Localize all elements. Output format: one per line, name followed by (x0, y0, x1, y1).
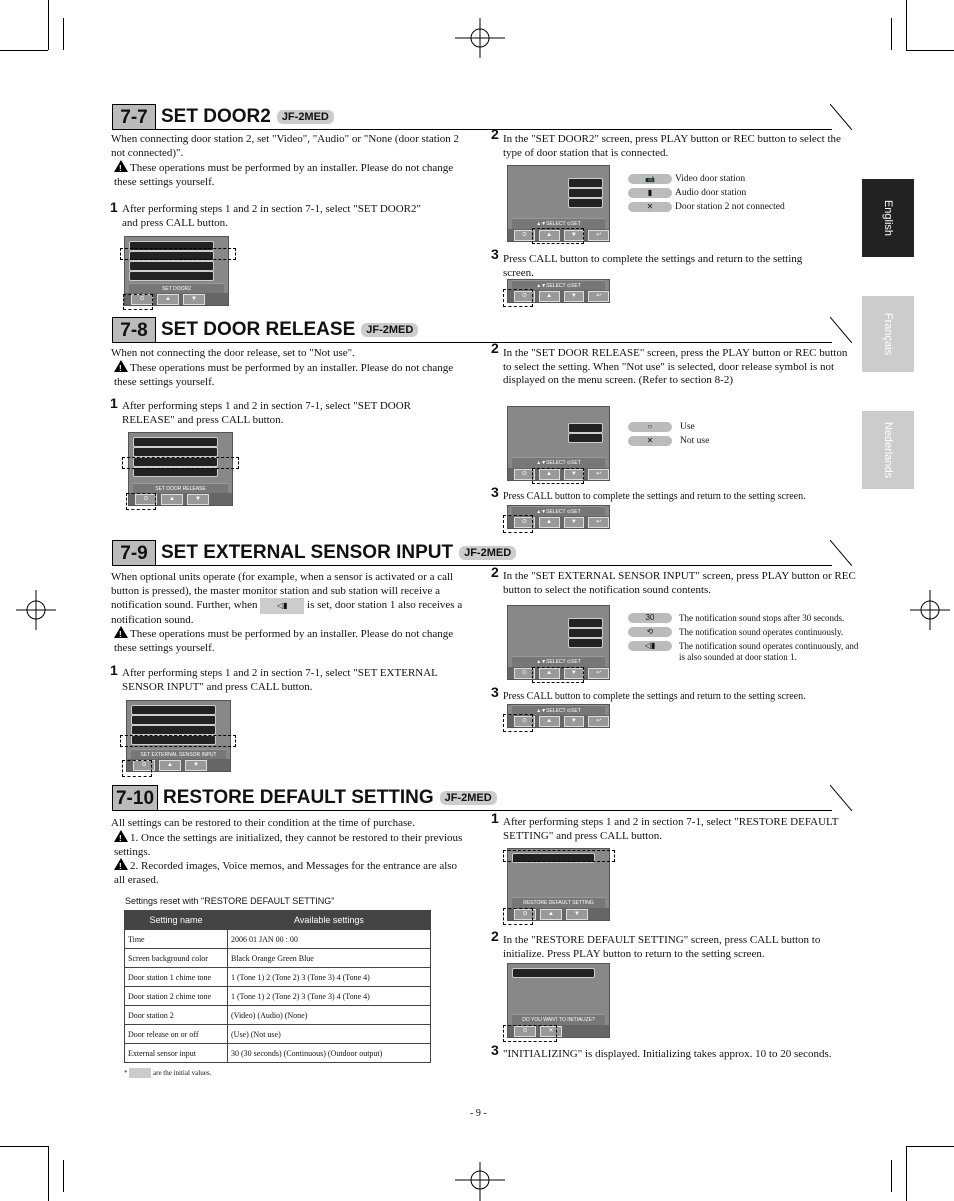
highlight-box (503, 515, 533, 533)
step-2-text: In the "SET DOOR RELEASE" screen, press the PLAY button or REC button to select the setting. When "Not use" is selected, door release symbol is not displayed on the menu screen. (Refer to section 8-2) (503, 347, 848, 386)
crop-mark (906, 1146, 907, 1201)
section-title: RESTORE DEFAULT SETTING (163, 787, 434, 808)
warning-note: !These operations must be performed by an installer. Please do not change these settings yourself. (114, 160, 459, 189)
highlight-box (122, 457, 239, 469)
highlight-box (122, 760, 152, 777)
step-1-text: After performing steps 1 and 2 in section 7-1, select "RESTORE DEFAULT SETTING" and press CALL button. (503, 816, 839, 842)
table-row: External sensor input 30 (30 seconds) (Continuous) (Outdoor output) (125, 1044, 431, 1063)
highlight-box (120, 735, 236, 747)
intro-text: All settings can be restored to their condition at the time of purchase. (111, 817, 415, 829)
section-header-7-9 (112, 540, 852, 566)
section-title: SET EXTERNAL SENSOR INPUT (161, 542, 454, 563)
table-header: Setting name (125, 911, 228, 930)
outdoor-output-icon: ◁▮ (628, 641, 672, 651)
section-title: SET DOOR RELEASE (161, 319, 356, 340)
model-badge: JF-2MED (361, 323, 418, 337)
screen-mockup: ▲▼SELECT ⊙SET ⊙ ▲ ▼ ↩ (507, 605, 610, 680)
cross-icon: ✕ (628, 436, 672, 446)
section-title: SET DOOR2 (161, 106, 271, 127)
registration-mark (455, 18, 505, 58)
screen-mockup: DO YOU WANT TO INITIALIZE? ⊙ ✕ (507, 963, 610, 1038)
crop-mark (906, 1146, 954, 1147)
crop-mark (48, 0, 49, 50)
table-row: Screen background color Black Orange Green Blue (125, 949, 431, 968)
registration-mark (455, 1162, 505, 1201)
screen-mockup: ▲▼SELECT ⊙SET ⊙ ▲ ▼ ↩ (507, 704, 610, 728)
highlight-box (532, 468, 584, 484)
crop-mark (906, 0, 907, 50)
tab-dutch[interactable]: Nederlands (862, 411, 914, 489)
legend-outdoor: The notification sound operates continuously, and is also sounded at door station 1. (679, 641, 859, 662)
table-row: Door release on or off (Use) (Not use) (125, 1025, 431, 1044)
highlight-box (123, 294, 153, 310)
legend-not-use: Not use (680, 436, 710, 446)
crop-mark (891, 1160, 892, 1192)
crop-mark (63, 1160, 64, 1192)
warning-icon (114, 858, 128, 870)
screen-mockup: SET DOOR2 ⊙ ▲ ▼ (124, 236, 229, 306)
step-2-text: In the "SET EXTERNAL SENSOR INPUT" screen, press PLAY button or REC button to select the notification sound contents. (503, 570, 856, 596)
tab-english[interactable]: English (862, 179, 914, 257)
timer-30-icon: 30 (628, 613, 672, 623)
highlight-box (532, 228, 584, 244)
cross-icon: ✕ (628, 202, 672, 212)
step-1-text: After performing steps 1 and 2 in section 7-1, select "SET EXTERNAL SENSOR INPUT" and press CALL button. (122, 667, 438, 693)
table-header: Available settings (228, 911, 431, 930)
phone-icon: ▮ (628, 188, 672, 198)
crop-mark (891, 18, 892, 50)
step-1-text: After performing steps 1 and 2 in section 7-1, select "SET DOOR2" and press CALL button. (122, 203, 421, 229)
highlight-box (503, 289, 533, 307)
outdoor-output-icon: ◁▮ (260, 598, 304, 614)
highlight-box (126, 493, 156, 510)
screen-mockup: RESTORE DEFAULT SETTING ⊙ ▲ ▼ (507, 848, 610, 921)
screen-mockup: ▲▼SELECT ⊙SET ⊙ ▲ ▼ ↩ (507, 406, 610, 481)
crop-mark (48, 1146, 49, 1201)
highlight-box (532, 667, 584, 683)
step-2-text: In the "RESTORE DEFAULT SETTING" screen, press CALL button to initialize. Press PLAY button to return to the setting screen. (503, 934, 821, 960)
warning-note: !1. Once the settings are initialized, they cannot be restored to their previous settings. (114, 830, 464, 859)
crop-mark (0, 50, 48, 51)
legend-use: Use (680, 422, 695, 432)
step-1-text: After performing steps 1 and 2 in section 7-1, select "SET DOOR RELEASE" and press CALL button. (122, 400, 412, 426)
highlight-box (503, 908, 533, 925)
model-badge: JF-2MED (277, 110, 334, 124)
warning-icon (114, 160, 128, 172)
table-footnote: * are the initial values. (124, 1069, 212, 1077)
warning-icon (114, 360, 128, 372)
legend-30-seconds: The notification sound stops after 30 seconds. (679, 613, 845, 623)
screen-mockup: ▲▼SELECT ⊙SET ⊙ ▲ ▼ ↩ (507, 165, 610, 242)
legend-video: Video door station (675, 174, 746, 184)
crop-mark (0, 1146, 48, 1147)
legend-continuous: The notification sound operates continuously. (679, 627, 844, 637)
section-number: 7-7 (112, 104, 156, 130)
warning-icon (114, 830, 128, 842)
highlight-box (120, 248, 236, 260)
legend-none: Door station 2 not connected (675, 202, 785, 212)
section-number: 7-10 (112, 785, 158, 811)
table-row: Door station 1 chime tone 1 (Tone 1) 2 (Tone 2) 3 (Tone 3) 4 (Tone 4) (125, 968, 431, 987)
step-3-text: Press CALL button to complete the settings and return to the setting screen. (503, 491, 806, 502)
table-row: Door station 2 chime tone 1 (Tone 1) 2 (Tone 2) 3 (Tone 3) 4 (Tone 4) (125, 987, 431, 1006)
warning-note: !These operations must be performed by an installer. Please do not change these settings yourself. (114, 360, 459, 389)
model-badge: JF-2MED (459, 546, 516, 560)
screen-mockup: SET EXTERNAL SENSOR INPUT ⊙ ▲ ▼ (126, 700, 231, 772)
camera-icon: 📷 (628, 174, 672, 184)
table-row: Time 2006 01 JAN 00 : 00 (125, 930, 431, 949)
tab-french[interactable]: Français (862, 296, 914, 372)
intro-text: When optional units operate (for example, when a sensor is activated or a call button is pressed), the master monitor station and sub station will receive a notification sound. Further, when ◁▮ is set, door station 1 also receives a notification sound. (111, 571, 463, 626)
loop-icon: ⟲ (628, 627, 672, 637)
intro-text: When connecting door station 2, set "Video", "Audio" or "None (door station 2 not connected)". (111, 133, 460, 159)
warning-note: !2. Recorded images, Voice memos, and Messages for the entrance are also all erased. (114, 858, 464, 887)
circle-icon: ○ (628, 422, 672, 432)
section-header-7-8 (112, 317, 852, 343)
legend-audio: Audio door station (675, 188, 747, 198)
crop-mark (906, 50, 954, 51)
registration-mark (16, 590, 56, 630)
table-row: Door station 2 (Video) (Audio) (None) (125, 1006, 431, 1025)
section-header-7-10 (112, 785, 852, 811)
crop-mark (63, 18, 64, 50)
step-3-text: Press CALL button to complete the settings and return to the setting screen. (503, 691, 806, 702)
screen-mockup: ▲▼SELECT ⊙SET ⊙ ▲ ▼ ↩ (507, 279, 610, 303)
settings-table (124, 910, 431, 1063)
warning-note: !These operations must be performed by an installer. Please do not change these settings yourself. (114, 626, 474, 655)
step-2-text: In the "SET DOOR2" screen, press PLAY button or REC button to select the type of door station that is connected. (503, 133, 841, 159)
highlight-box (503, 850, 615, 862)
screen-mockup: ▲▼SELECT ⊙SET ⊙ ▲ ▼ ↩ (507, 505, 610, 529)
step-3-text: "INITIALIZING" is displayed. Initializing takes approx. 10 to 20 seconds. (503, 1048, 832, 1060)
step-3-text: Press CALL button to complete the settings and return to the setting screen. (503, 253, 803, 279)
intro-text: When not connecting the door release, set to "Not use". (111, 347, 355, 359)
model-badge: JF-2MED (440, 791, 497, 805)
table-title: Settings reset with "RESTORE DEFAULT SETTING" (125, 896, 335, 906)
page-number: - 9 - (470, 1108, 487, 1119)
highlight-box (503, 714, 533, 732)
highlight-box (503, 1025, 557, 1042)
screen-mockup: SET DOOR RELEASE ⊙ ▲ ▼ (128, 432, 233, 506)
warning-icon (114, 626, 128, 638)
section-header-7-7 (112, 104, 852, 130)
step-number: 1 (110, 199, 118, 215)
section-number: 7-8 (112, 317, 156, 343)
section-number: 7-9 (112, 540, 156, 566)
registration-mark (910, 590, 950, 630)
